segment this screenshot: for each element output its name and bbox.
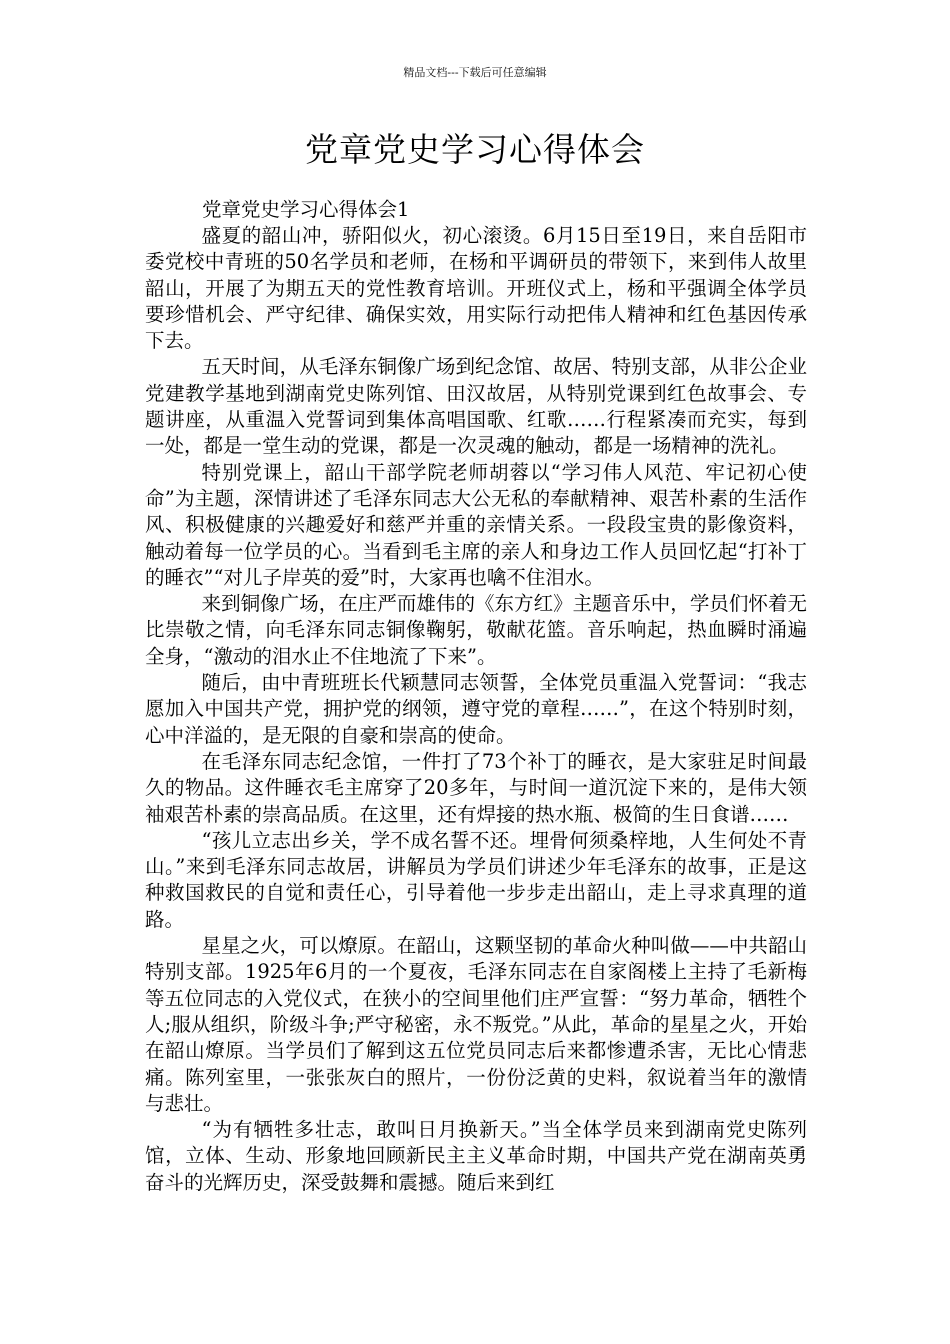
paragraph: 在毛泽东同志纪念馆，一件打了73个补丁的睡衣，是大家驻足时间最久的物品。这件睡衣毛主席穿了20多年，与时间一道沉淀下来的，是伟大领袖艰苦朴素的崇高品质。在这里，还有焊接的热水瓶、极简的生日食谱……: [145, 749, 807, 826]
document-body: [145, 196, 807, 1196]
section-subtitle: 党章党史学习心得体会1: [202, 198, 410, 221]
paragraph: “孩儿立志出乡关，学不成名誓不还。埋骨何须桑梓地，人生何处不青山。”来到毛泽东同志故居，讲解员为学员们讲述少年毛泽东的故事，正是这种救国救民的自觉和责任心，引导着他一步步走出韶山，走上寻求真理的道路。: [145, 828, 807, 931]
document-title: 党章党史学习心得体会: [305, 130, 645, 169]
paragraph: 来到铜像广场，在庄严而雄伟的《东方红》主题音乐中，学员们怀着无比崇敬之情，向毛泽东同志铜像鞠躬，敬献花篮。音乐响起，热血瞬时涌遍全身，“激动的泪水止不住地流了下来”。: [145, 592, 807, 668]
header-note: 精品文档---下载后可任意编辑: [403, 66, 547, 79]
paragraph: 随后，由中青班班长代颖慧同志领誓，全体党员重温入党誓词：“我志愿加入中国共产党，拥护党的纲领，遵守党的章程……”，在这个特别时刻，心中洋溢的，是无限的自豪和崇高的使命。: [145, 671, 807, 747]
paragraph: 特别党课上，韶山干部学院老师胡蓉以“学习伟人风范、牢记初心使命”为主题，深情讲述了毛泽东同志大公无私的奉献精神、艰苦朴素的生活作风、积极健康的兴趣爱好和慈严并重的亲情关系。一段段宝贵的影像资料，触动着每一位学员的心。当看到毛主席的亲人和身边工作人员回忆起“打补丁的睡衣”“对儿子岸英的爱”时，大家再也噙不住泪水。: [145, 460, 807, 589]
paragraph: 星星之火，可以燎原。在韶山，这颗坚韧的革命火种叫做——中共韶山特别支部。1925年6月的一个夏夜，毛泽东同志在自家阁楼上主持了毛新梅等五位同志的入党仪式，在狭小的空间里他们庄严宣誓：“努力革命，牺牲个人;服从组织，阶级斗争;严守秘密，永不叛党。”从此，革命的星星之火，开始在韶山燎原。当学员们了解到这五位党员同志后来都惨遭杀害，无比心情悲痛。陈列室里，一张张灰白的照片，一份份泛黄的史料，叙说着当年的激情与悲壮。: [145, 934, 807, 1115]
paragraph: 盛夏的韶山冲，骄阳似火，初心滚烫。6月15日至19日，来自岳阳市委党校中青班的50名学员和老师，在杨和平调研员的带领下，来到伟人故里韶山，开展了为期五天的党性教育培训。开班仪式上，杨和平强调全体学员要珍惜机会、严守纪律、确保实效，用实际行动把伟人精神和红色基因传承下去。: [145, 224, 807, 353]
paragraph: 五天时间，从毛泽东铜像广场到纪念馆、故居、特别支部，从非公企业党建教学基地到湖南党史陈列馆、田汉故居，从特别党课到红色故事会、专题讲座，从重温入党誓词到集体高唱国歌、红歌……行程紧凑而充实，每到一处，都是一堂生动的党课，都是一次灵魂的触动，都是一场精神的洗礼。: [145, 355, 807, 458]
paragraph: “为有牺牲多壮志，敢叫日月换新天。”当全体学员来到湖南党史陈列馆，立体、生动、形象地回顾新民主主义革命时期，中国共产党在湖南英勇奋斗的光辉历史，深受鼓舞和震撼。随后来到红: [145, 1118, 807, 1194]
